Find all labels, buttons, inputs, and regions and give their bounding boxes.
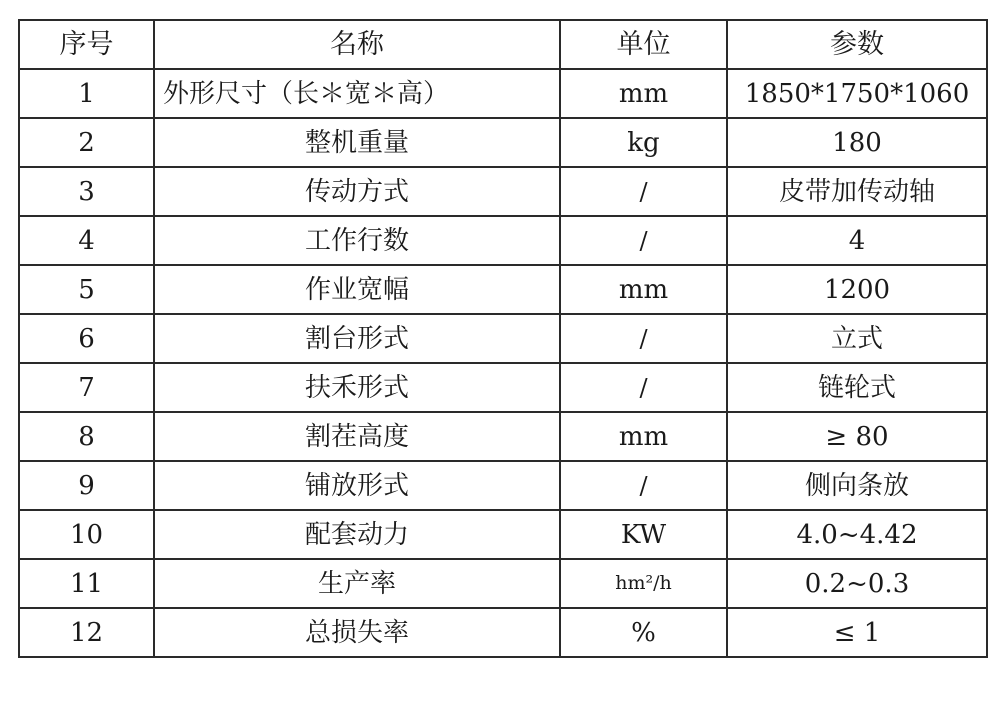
row-no: 5 [19,265,154,314]
row-value: 1200 [727,265,987,314]
table-row [19,118,987,167]
row-value: 1850*1750*1060 [727,69,987,118]
row-name: 扶禾形式 [154,363,560,412]
row-no: 2 [19,118,154,167]
row-no: 1 [19,69,154,118]
table-row [19,461,987,510]
row-value: 立式 [727,314,987,363]
row-name: 配套动力 [154,510,560,559]
row-no: 7 [19,363,154,412]
table-header-row [19,20,987,69]
row-value: 180 [727,118,987,167]
row-name: 生产率 [154,559,560,608]
row-name: 工作行数 [154,216,560,265]
row-unit: / [560,314,727,363]
header-name: 名称 [154,20,560,69]
row-unit: kg [560,118,727,167]
row-unit: / [560,363,727,412]
row-value: 4.0~4.42 [727,510,987,559]
table-row [19,314,987,363]
row-name: 作业宽幅 [154,265,560,314]
row-value: 链轮式 [727,363,987,412]
table-row [19,608,987,657]
row-value: ≥ 80 [727,412,987,461]
row-value: ≤ 1 [727,608,987,657]
row-value: 皮带加传动轴 [727,167,987,216]
header-unit: 单位 [560,20,727,69]
row-no: 10 [19,510,154,559]
row-name: 铺放形式 [154,461,560,510]
table-row [19,265,987,314]
table-row [19,167,987,216]
row-unit: mm [560,265,727,314]
row-unit: / [560,461,727,510]
table-row [19,216,987,265]
row-value: 4 [727,216,987,265]
table-row [19,412,987,461]
row-name: 割茬高度 [154,412,560,461]
row-unit: mm [560,69,727,118]
spec-table [18,19,988,658]
row-unit: mm [560,412,727,461]
table-row [19,363,987,412]
header-no: 序号 [19,20,154,69]
table-row [19,559,987,608]
row-no: 8 [19,412,154,461]
row-no: 12 [19,608,154,657]
row-no: 6 [19,314,154,363]
row-name: 总损失率 [154,608,560,657]
row-no: 11 [19,559,154,608]
row-name: 传动方式 [154,167,560,216]
row-name: 割台形式 [154,314,560,363]
row-unit: / [560,167,727,216]
row-name: 外形尺寸（长＊宽＊高） [154,69,560,118]
row-value: 侧向条放 [727,461,987,510]
row-unit: KW [560,510,727,559]
row-no: 4 [19,216,154,265]
row-value: 0.2~0.3 [727,559,987,608]
header-value: 参数 [727,20,987,69]
row-no: 3 [19,167,154,216]
row-name: 整机重量 [154,118,560,167]
row-unit: hm²/h [560,559,727,608]
table-row [19,510,987,559]
row-unit: % [560,608,727,657]
table-row [19,69,987,118]
row-no: 9 [19,461,154,510]
row-unit: / [560,216,727,265]
